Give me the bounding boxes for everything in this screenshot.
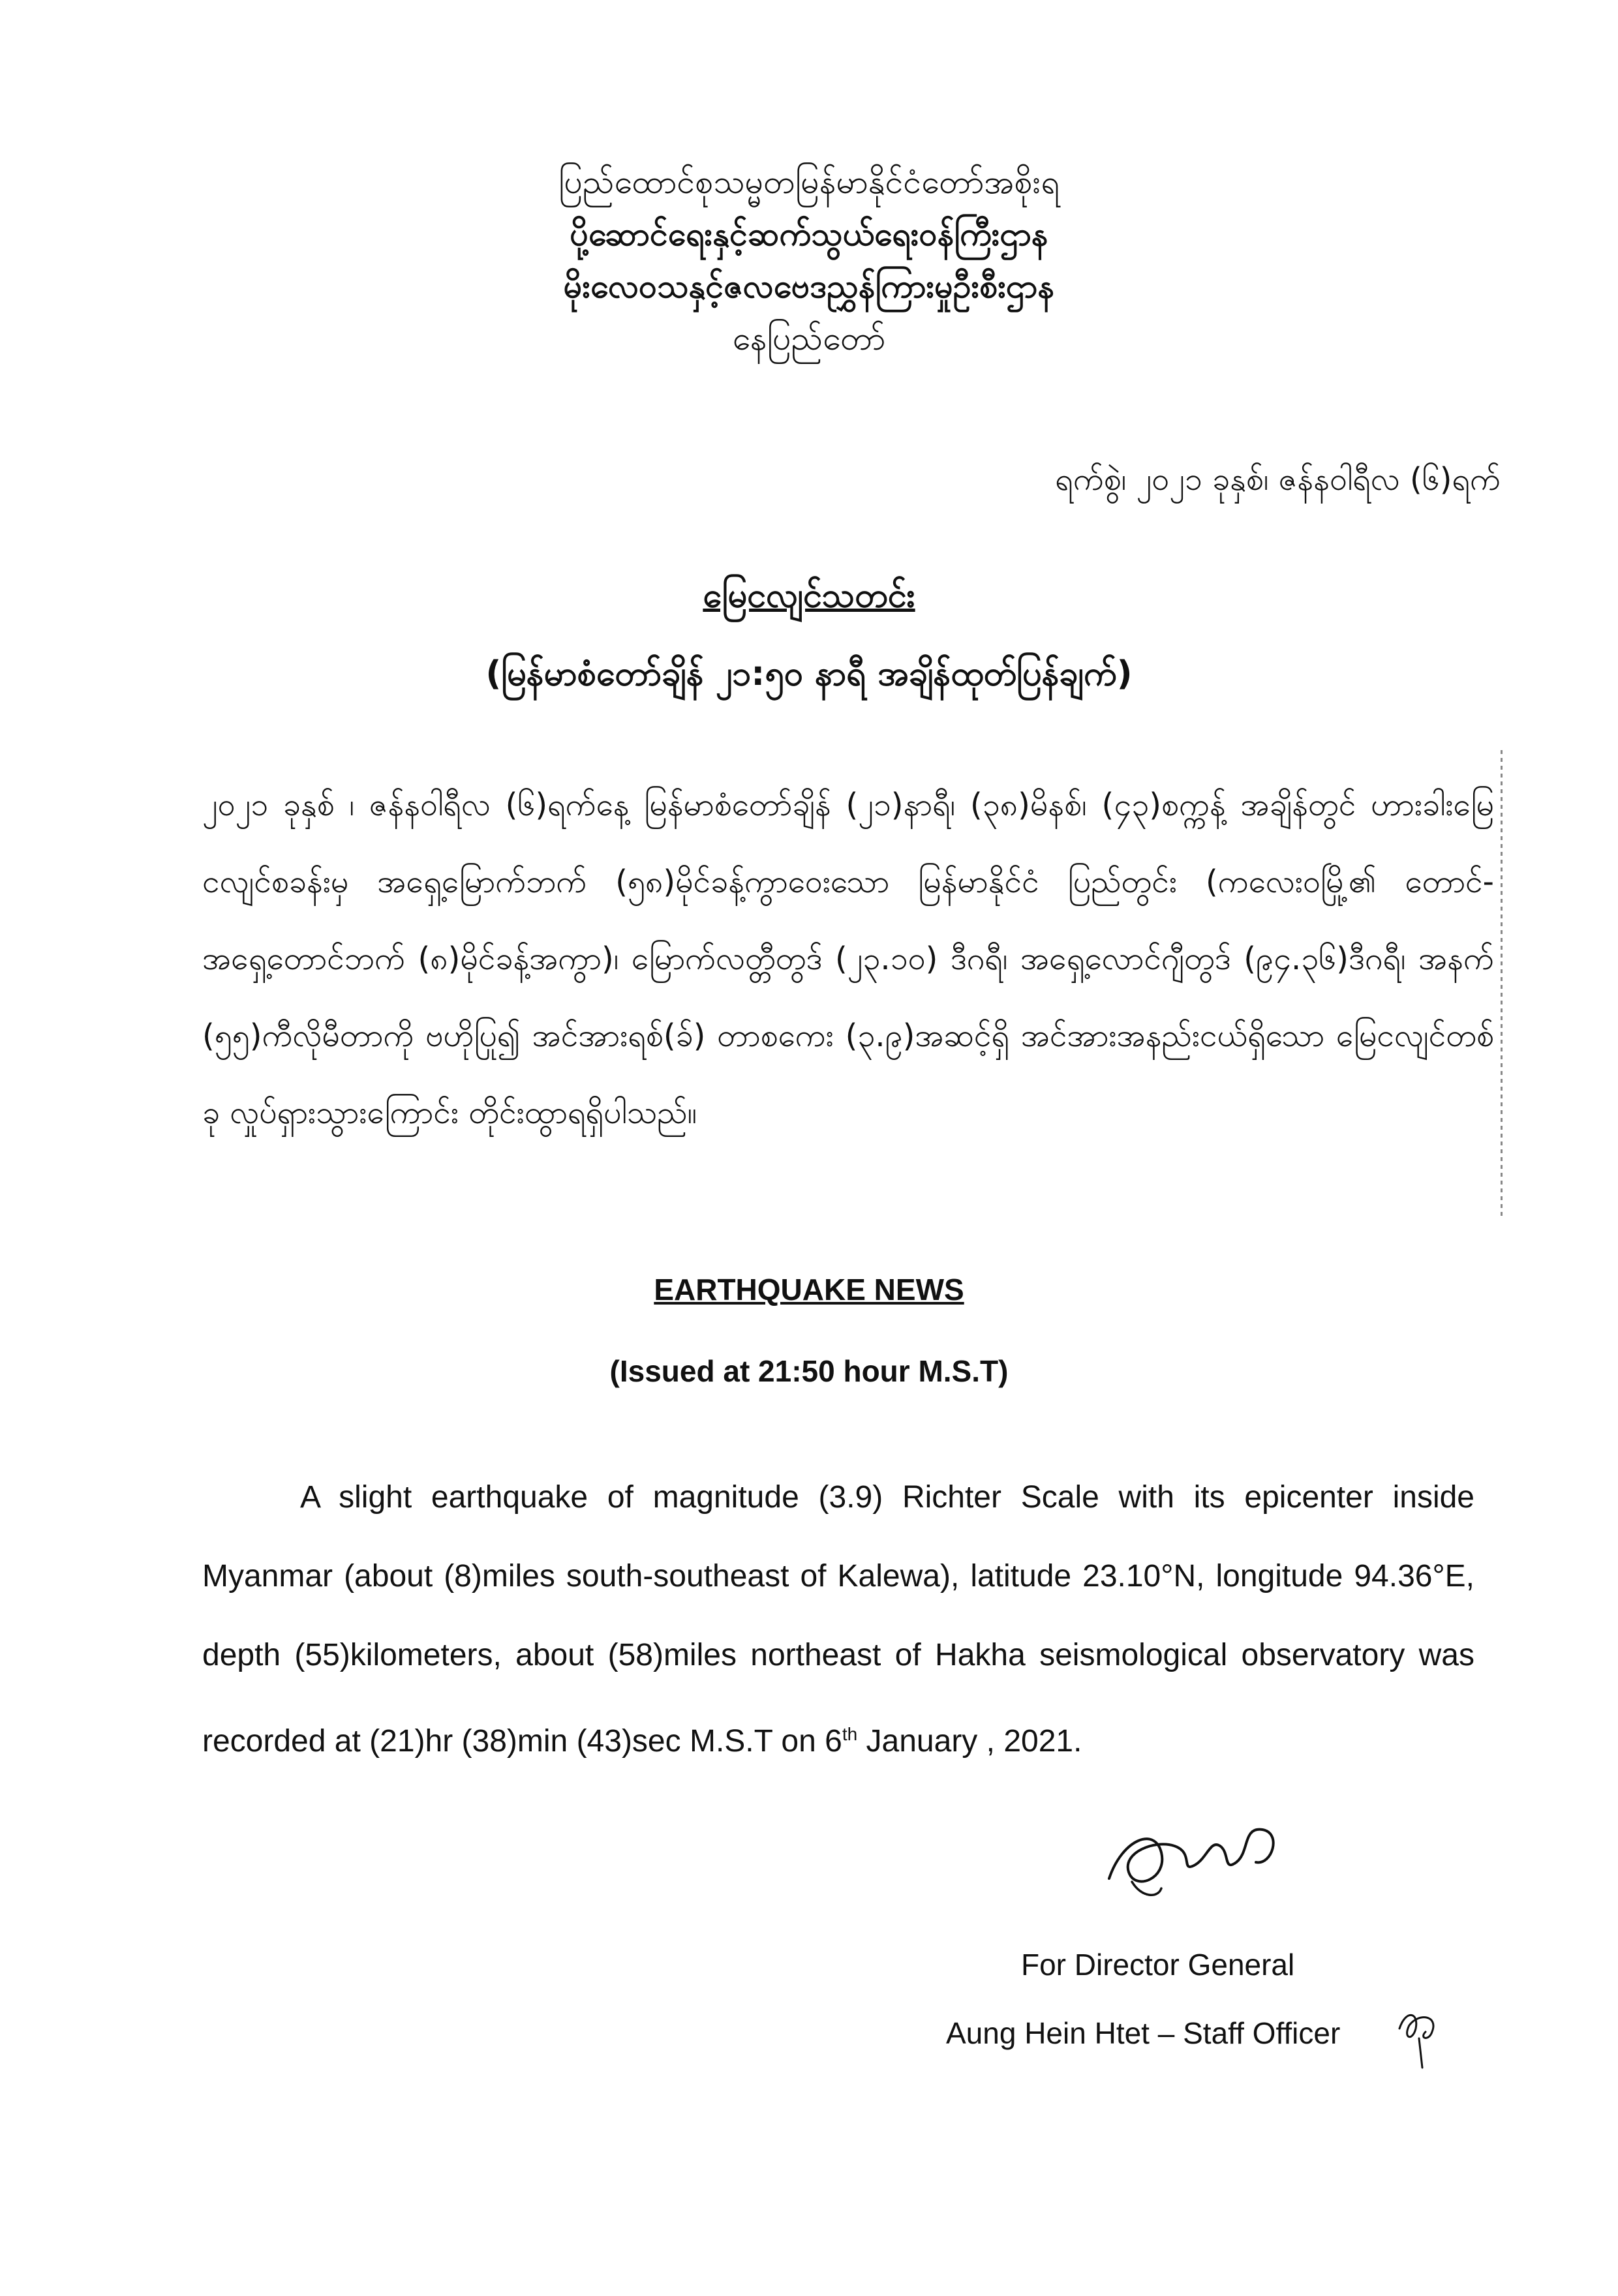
mm-news-body: ၂၀၂၁ ခုနှစ် ၊ ဇန်နဝါရီလ (၆)ရက်နေ့ မြန်မာစံတော်ချိန် (၂၁)နာရီ၊ (၃၈)မိနစ်၊ (၄၃)စက္ကန့် အချိန်တွင် ဟားခါးမြေငလျင်စခန်းမှ အရှေ့မြောက်ဘက် (၅၈)မိုင်ခန့်ကွာဝေးသော မြန်မာနိုင်ငံ ပြည်တွင်း (ကလေးဝမြို့၏ တောင်-အရှေ့တောင်ဘက် (၈)မိုင်ခန့်အကွာ)၊ မြောက်လတ္တီတွဒ် (၂၃.၁၀) ဒီဂရီ၊ အရှေ့လောင်ဂျီတွဒ် (၉၄.၃၆)ဒီဂရီ၊ အနက် (၅၅)ကီလိုမီတာကို ဗဟိုပြု၍ အင်အားရစ်(ခ်) တာစကေး (၃.၉)အဆင့်ရှိ အင်အားအနည်းငယ်ရှိသော မြေငလျင်တစ်ခု လှုပ်ရှားသွားကြောင်း တိုင်းထွာရရှိပါသည်။ [202, 787, 1494, 1131]
signatory-name: Aung Hein Htet – Staff Officer [946, 2016, 1341, 2050]
en-body-ordinal: th [842, 1724, 858, 1744]
scan-margin-line [1501, 750, 1503, 1220]
en-news-body [202, 1458, 1474, 1781]
mm-news-subtitle: (မြန်မာစံတော်ချိန် ၂၁:၅၀ နာရီ အချိန်ထုတ်ပြန်ချက်) [485, 654, 1133, 693]
header-department: မိုးလေဝသနှင့်ဇလဗေဒညွှန်ကြားမှုဦးစီးဌာန [563, 267, 1055, 305]
signatory-title: For Director General [1021, 1948, 1295, 1982]
mm-news-title: မြေငလျင်သတင်း [703, 576, 915, 615]
header-government: ပြည်ထောင်စုသမ္မတမြန်မာနိုင်ငံတော်အစိုးရ [558, 163, 1060, 201]
en-news-subtitle: (Issued at 21:50 hour M.S.T) [609, 1354, 1009, 1388]
en-body-main: A slight earthquake of magnitude (3.9) Richter Scale with its epicenter inside Myanmar (about (8)miles south-southeast of Kalewa), latitude 23.10°N, longitude 94.36°E, depth (55)kilometers, about (58)miles northeast of Hakha seismological observatory was recorded at (21)hr (38)min (43)sec M.S.T on 6 [202, 1480, 1474, 1759]
en-body-end: January , 2021. [857, 1724, 1082, 1759]
en-news-title: EARTHQUAKE NEWS [654, 1273, 964, 1307]
issue-date: ရက်စွဲ၊ ၂၀၂၁ ခုနှစ်၊ ဇန်နဝါရီလ (၆)ရက် [1055, 461, 1501, 498]
header-city: နေပြည်တော် [732, 320, 886, 357]
initials-mark [1393, 2002, 1452, 2074]
handwritten-signature [1096, 1800, 1292, 1905]
header-ministry: ပို့ဆောင်ရေးနှင့်ဆက်သွယ်ရေးဝန်ကြီးဌာန [570, 215, 1048, 253]
